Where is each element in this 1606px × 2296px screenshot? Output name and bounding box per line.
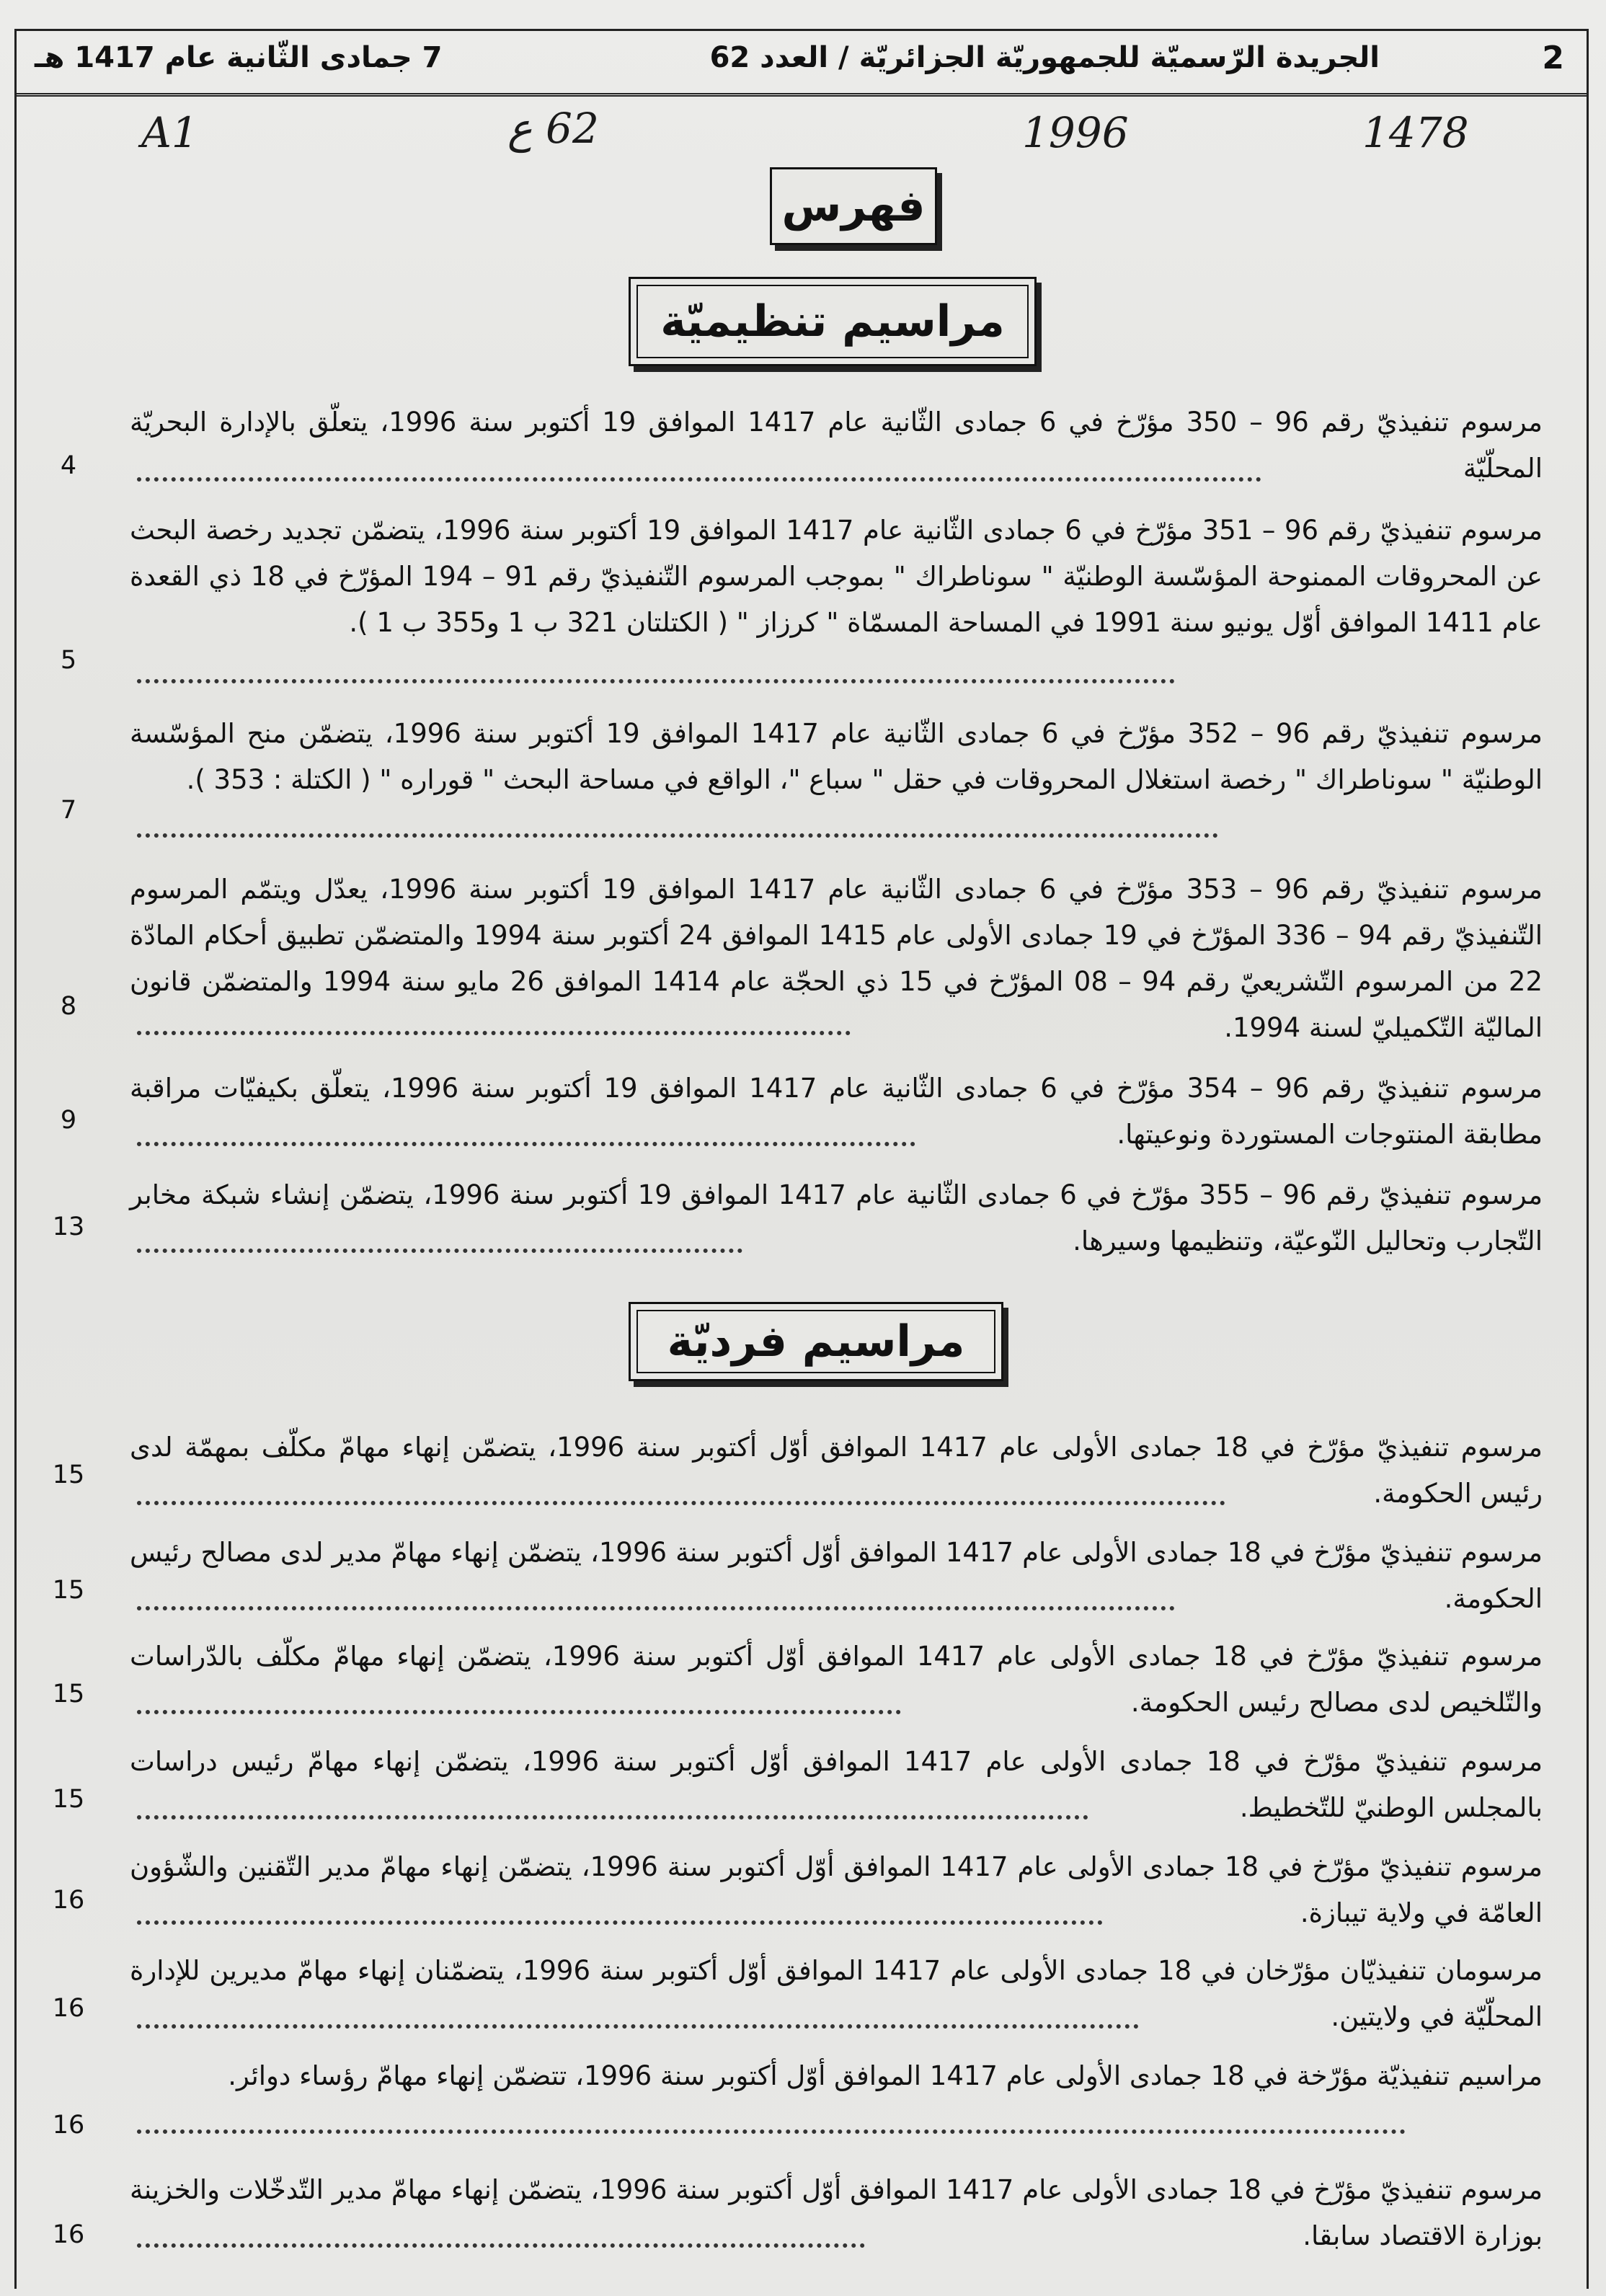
toc-entry-page: 16: [52, 2111, 85, 2140]
toc-entry-text: مرسوم تنفيذيّ مؤرّخ في 18 جمادى الأولى عام 1417 الموافق أوّل أكتوبر سنة 1996، يتضمّن إنهاء مهامّ مدير التّقنين والشّؤون العامّة في ولاية تيبازة.: [130, 1851, 1543, 1928]
page-border-left: [14, 29, 17, 2289]
leader-dots: [137, 1808, 1088, 1819]
toc-entry: [130, 2053, 1543, 2099]
toc-entry: [130, 711, 1543, 803]
leader-dots: [137, 1599, 1175, 1610]
page-header: [14, 29, 1589, 97]
toc-entry-text: مرسوم تنفيذيّ مؤرّخ في 18 جمادى الأولى عام 1417 الموافق أوّل أكتوبر سنة 1996، يتضمّن إنهاء مهامّ مدير التّدخّلات والخزينة بوزارة الاقتصاد سابقا.: [130, 2174, 1543, 2251]
leader-dots: [137, 826, 1218, 838]
toc-entry-text: مراسيم تنفيذيّة مؤرّخة في 18 جمادى الأولى عام 1417 الموافق أوّل أكتوبر سنة 1996، تتضمّن إنهاء مهامّ رؤساء دوائر.: [228, 2060, 1543, 2091]
leader-dots: [137, 470, 1261, 482]
toc-entry-page: 13: [52, 1213, 85, 1241]
index-title-box: [770, 167, 937, 245]
section-title-regulatory: مراسيم تنظيميّة: [660, 296, 1005, 347]
leader-dots: [137, 1135, 915, 1146]
section-title-individual: مراسيم فرديّة: [667, 1316, 965, 1367]
section-title-box-individual: [629, 1302, 1003, 1381]
toc-entry-page: 4: [60, 451, 77, 480]
toc-entry-text: مرسوم تنفيذيّ مؤرّخ في 18 جمادى الأولى عام 1417 الموافق أوّل أكتوبر سنة 1996، يتضمّن إنهاء مهامّ مكلّف بمهمّة لدى رئيس الحكومة.: [130, 1432, 1543, 1509]
toc-entry-text: مرسومان تنفيذيّان مؤرّخان في 18 جمادى الأولى عام 1417 الموافق أوّل أكتوبر سنة 1996، يتضمّنان إنهاء مهامّ مديرين للإدارة المحلّيّة في ولايتين.: [130, 1955, 1543, 2032]
toc-entry-text: مرسوم تنفيذيّ مؤرّخ في 18 جمادى الأولى عام 1417 الموافق أوّل أكتوبر سنة 1996، يتضمّن إنهاء مهامّ رئيس دراسات بالمجلس الوطنيّ للتّخطيط.: [130, 1746, 1543, 1823]
page-border-right: [1587, 29, 1589, 2289]
handwritten-note-c: 1996: [1022, 108, 1129, 157]
section-title-box-regulatory: [629, 277, 1037, 366]
toc-entry-page: 8: [60, 992, 77, 1021]
leader-dots: [137, 1913, 1103, 1925]
leader-dots: [137, 2236, 865, 2248]
toc-entry-text: مرسوم تنفيذيّ مؤرّخ في 18 جمادى الأولى عام 1417 الموافق أوّل أكتوبر سنة 1996، يتضمّن إنهاء مهامّ مدير لدى مصالح رئيس الحكومة.: [130, 1537, 1543, 1614]
toc-entry-text: مرسوم تنفيذيّ رقم 96 – 353 مؤرّخ في 6 جمادى الثّانية عام 1417 الموافق 19 أكتوبر سنة 1996، يعدّل ويتمّم المرسوم التّنفيذيّ رقم 94 – 336 المؤرّخ في 19 جمادى الأولى عام 1415 الموافق 24 أكتوبر سنة 1994 والمتضمّن تطبيق أحكام المادّة 22 من المرسوم التّشريعيّ رقم 94 – 08 المؤرّخ في 15 ذي الحجّة عام 1414 الموافق 26 مايو سنة 1994 والمتضمّن قانون الماليّة التّكميليّ لسنة 1994.: [130, 874, 1543, 1043]
header-date: 7 جمادى الثّانية عام 1417 هـ: [35, 41, 443, 74]
leader-dots: [137, 1703, 901, 1714]
leader-dots: [137, 2017, 1139, 2029]
toc-entry-page: 16: [52, 1886, 85, 1915]
toc-entry-text: مرسوم تنفيذيّ مؤرّخ في 18 جمادى الأولى عام 1417 الموافق أوّل أكتوبر سنة 1996، يتضمّن إنهاء مهامّ مكلّف بالدّراسات والتّلخيص لدى مصالح رئيس الحكومة.: [130, 1641, 1543, 1718]
toc-entry-page: 7: [60, 796, 77, 825]
leader-dots: [137, 1494, 1225, 1505]
toc-entry-page: 15: [52, 1785, 85, 1814]
toc-entry-page: 15: [52, 1461, 85, 1489]
handwritten-note-d: 1478: [1362, 108, 1469, 157]
toc-entry-page: 9: [60, 1106, 77, 1135]
leader-dots: [137, 2122, 1406, 2134]
toc-entry-page: 5: [60, 646, 77, 675]
toc-entry-text: مرسوم تنفيذيّ رقم 96 – 355 مؤرّخ في 6 جمادى الثّانية عام 1417 الموافق 19 أكتوبر سنة 1996، يتضمّن إنشاء شبكة مخابر التّجارب وتحاليل النّوعيّة، وتنظيمها وسيرها.: [130, 1179, 1543, 1256]
toc-entry-text: مرسوم تنفيذيّ رقم 96 – 350 مؤرّخ في 6 جمادى الثّانية عام 1417 الموافق 19 أكتوبر سنة 1996، يتعلّق بالإدارة البحريّة المحلّيّة: [130, 407, 1543, 484]
leader-dots: [137, 1024, 851, 1035]
toc-entry-text: مرسوم تنفيذيّ رقم 96 – 351 مؤرّخ في 6 جمادى الثّانية عام 1417 الموافق 19 أكتوبر سنة 1996، يتضمّن تجديد رخصة البحث عن المحروقات الممنوحة المؤسّسة الوطنيّة " سوناطراك " بموجب المرسوم التّنفيذيّ رقم 91 – 194 المؤرّخ في 18 ذي القعدة عام 1411 الموافق أوّل يونيو سنة 1991 في المساحة المسمّاة " كرزاز " ( الكتلتان 321 ب 1 و355 ب 1 ).: [130, 515, 1543, 638]
toc-entry-text: مرسوم تنفيذيّ رقم 96 – 354 مؤرّخ في 6 جمادى الثّانية عام 1417 الموافق 19 أكتوبر سنة 1996، يتعلّق بكيفيّات مراقبة مطابقة المنتوجات المستوردة ونوعيتها.: [130, 1073, 1543, 1150]
handwritten-note-b: 62 ع: [507, 104, 599, 153]
header-page-number: 2: [1542, 40, 1564, 76]
leader-dots: [137, 672, 1175, 683]
index-title: فهرس: [781, 181, 926, 231]
toc-entry-page: 16: [52, 1994, 85, 2023]
toc-entry-page: 15: [52, 1680, 85, 1708]
toc-entry-page: 15: [52, 1576, 85, 1605]
toc-entry-page: 16: [52, 2220, 85, 2249]
handwritten-note-a: A1: [141, 108, 198, 157]
header-title: الجريدة الرّسميّة للجمهوريّة الجزائريّة / العدد 62: [709, 41, 1380, 74]
toc-entry-text: مرسوم تنفيذيّ رقم 96 – 352 مؤرّخ في 6 جمادى الثّانية عام 1417 الموافق 19 أكتوبر سنة 1996، يتضمّن منح المؤسّسة الوطنيّة " سوناطراك " رخصة استغلال المحروقات في حقل " سباع "، الواقع في مساحة البحث " قوراره " ( الكتلة : 353 ).: [130, 718, 1543, 795]
leader-dots: [137, 1241, 742, 1253]
toc-entry: [130, 507, 1543, 646]
